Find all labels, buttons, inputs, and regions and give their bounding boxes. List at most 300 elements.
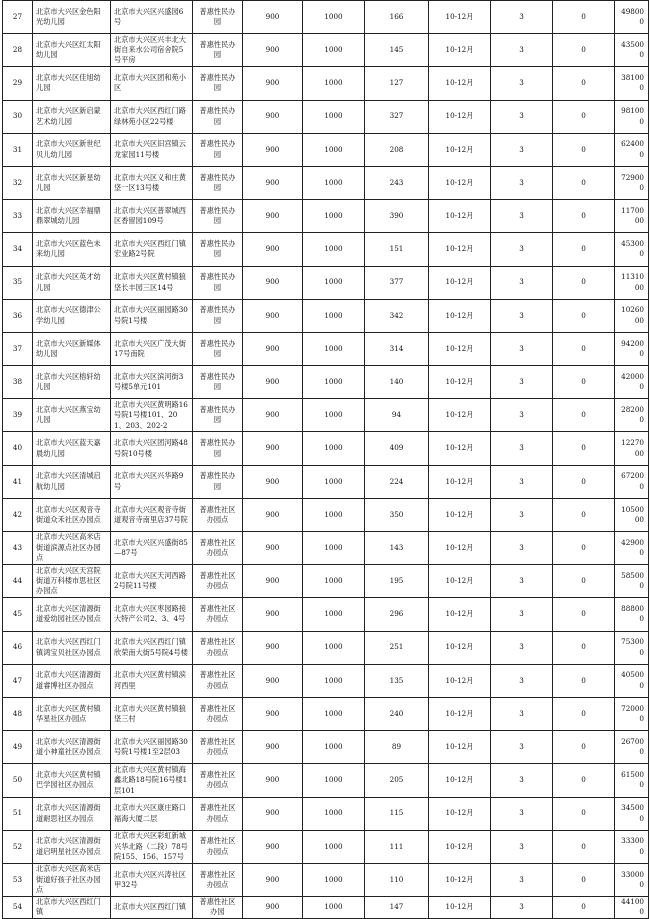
- kindergarten-name-cell: 北京市大兴区幸福鼎鼎翠城幼儿园: [33, 200, 111, 233]
- standard-b-cell: 1000: [303, 399, 365, 432]
- row-number-cell: 31: [3, 133, 33, 166]
- months-cell: 3: [491, 797, 553, 830]
- total-amount-cell: 330000: [615, 863, 649, 896]
- standard-a-cell: 900: [243, 100, 303, 133]
- kindergarten-name-cell: 北京市大兴区新媒体幼儿园: [33, 332, 111, 365]
- school-type-cell: 普惠性民办园: [193, 233, 243, 266]
- period-cell: 10-12月: [429, 565, 491, 598]
- total-amount-cell: 435000: [615, 34, 649, 67]
- period-cell: 10-12月: [429, 664, 491, 697]
- standard-b-cell: 1000: [303, 465, 365, 498]
- months-cell: 3: [491, 465, 553, 498]
- row-number-cell: 43: [3, 532, 33, 565]
- table-row: [3, 863, 649, 896]
- standard-b-cell: 1000: [303, 67, 365, 100]
- school-type-cell: 普惠性社区办园点: [193, 731, 243, 764]
- total-amount-cell: 624000: [615, 133, 649, 166]
- table-row: [3, 764, 649, 797]
- deduction-cell: 0: [553, 266, 615, 299]
- standard-b-cell: 1000: [303, 565, 365, 598]
- months-cell: 3: [491, 100, 553, 133]
- table-row: [3, 1, 649, 34]
- period-cell: 10-12月: [429, 133, 491, 166]
- standard-a-cell: 900: [243, 897, 303, 919]
- standard-b-cell: 1000: [303, 432, 365, 465]
- period-cell: 10-12月: [429, 299, 491, 332]
- standard-a-cell: 900: [243, 830, 303, 863]
- enrollment-cell: 195: [365, 565, 429, 598]
- total-amount-cell: 405000: [615, 664, 649, 697]
- standard-a-cell: 900: [243, 598, 303, 631]
- period-cell: 10-12月: [429, 797, 491, 830]
- standard-b-cell: 1000: [303, 1, 365, 34]
- enrollment-cell: 243: [365, 166, 429, 199]
- enrollment-cell: 135: [365, 664, 429, 697]
- school-type-cell: 普惠性社区办园: [193, 897, 243, 919]
- months-cell: 3: [491, 664, 553, 697]
- kindergarten-name-cell: 北京市大兴区黄村镇华星社区办园点: [33, 697, 111, 730]
- period-cell: 10-12月: [429, 1, 491, 34]
- kindergarten-name-cell: 北京市大兴区清源街道爱幼园社区办园点: [33, 598, 111, 631]
- standard-b-cell: 1000: [303, 532, 365, 565]
- row-number-cell: 44: [3, 565, 33, 598]
- standard-a-cell: 900: [243, 432, 303, 465]
- standard-a-cell: 900: [243, 664, 303, 697]
- enrollment-cell: 205: [365, 764, 429, 797]
- deduction-cell: 0: [553, 133, 615, 166]
- standard-a-cell: 900: [243, 465, 303, 498]
- standard-a-cell: 900: [243, 532, 303, 565]
- table-row: [3, 797, 649, 830]
- standard-a-cell: 900: [243, 34, 303, 67]
- address-cell: 北京市大兴区普翠城西区香留园109号: [111, 200, 193, 233]
- kindergarten-name-cell: 北京市大兴区高米店街道滨源点社区办园点: [33, 532, 111, 565]
- total-amount-cell: 615000: [615, 764, 649, 797]
- row-number-cell: 34: [3, 233, 33, 266]
- row-number-cell: 33: [3, 200, 33, 233]
- table-row: [3, 830, 649, 863]
- kindergarten-name-cell: 北京市大兴区新星幼儿园: [33, 166, 111, 199]
- table-row: [3, 399, 649, 432]
- standard-a-cell: 900: [243, 299, 303, 332]
- total-amount-cell: 1026000: [615, 299, 649, 332]
- months-cell: 3: [491, 133, 553, 166]
- school-type-cell: 普惠性社区办园点: [193, 863, 243, 896]
- total-amount-cell: 1170000: [615, 200, 649, 233]
- kindergarten-name-cell: 北京市大兴区黄村镇巴学园社区办园点: [33, 764, 111, 797]
- address-cell: 北京市大兴区天河西路2号院11号楼: [111, 565, 193, 598]
- standard-a-cell: 900: [243, 498, 303, 531]
- school-type-cell: 普惠性社区办园点: [193, 631, 243, 664]
- address-cell: 北京市大兴区兴涛社区甲32号: [111, 863, 193, 896]
- kindergarten-name-cell: 北京市大兴区红太阳幼儿园: [33, 34, 111, 67]
- row-number-cell: 29: [3, 67, 33, 100]
- table-row: [3, 697, 649, 730]
- row-number-cell: 28: [3, 34, 33, 67]
- enrollment-cell: 115: [365, 797, 429, 830]
- address-cell: 北京市大兴区西红门镇宏业路2号院: [111, 233, 193, 266]
- total-amount-cell: 420000: [615, 366, 649, 399]
- months-cell: 3: [491, 34, 553, 67]
- enrollment-cell: 166: [365, 1, 429, 34]
- months-cell: 3: [491, 166, 553, 199]
- address-cell: 北京市大兴区广茂大街17号南院: [111, 332, 193, 365]
- standard-a-cell: 900: [243, 366, 303, 399]
- period-cell: 10-12月: [429, 465, 491, 498]
- deduction-cell: 0: [553, 399, 615, 432]
- months-cell: 3: [491, 731, 553, 764]
- kindergarten-name-cell: 北京市大兴区观音寺街道众禾社区办园点: [33, 498, 111, 531]
- school-type-cell: 普惠性社区办园点: [193, 697, 243, 730]
- row-number-cell: 35: [3, 266, 33, 299]
- total-amount-cell: 1050000: [615, 498, 649, 531]
- table-row: [3, 897, 649, 919]
- standard-b-cell: 1000: [303, 34, 365, 67]
- months-cell: 3: [491, 200, 553, 233]
- row-number-cell: 49: [3, 731, 33, 764]
- school-type-cell: 普惠性民办园: [193, 200, 243, 233]
- address-cell: 北京市大兴区兴丰北大街自来水公司宿舍院5号平房: [111, 34, 193, 67]
- months-cell: 3: [491, 1, 553, 34]
- table-row: [3, 532, 649, 565]
- months-cell: 3: [491, 764, 553, 797]
- period-cell: 10-12月: [429, 598, 491, 631]
- row-number-cell: 39: [3, 399, 33, 432]
- deduction-cell: 0: [553, 830, 615, 863]
- table-row: [3, 664, 649, 697]
- standard-b-cell: 1000: [303, 133, 365, 166]
- standard-a-cell: 900: [243, 631, 303, 664]
- months-cell: 3: [491, 897, 553, 919]
- enrollment-cell: 314: [365, 332, 429, 365]
- enrollment-cell: 327: [365, 100, 429, 133]
- total-amount-cell: 753000: [615, 631, 649, 664]
- school-type-cell: 普惠性社区办园点: [193, 764, 243, 797]
- standard-b-cell: 1000: [303, 697, 365, 730]
- standard-b-cell: 1000: [303, 200, 365, 233]
- total-amount-cell: 498000: [615, 1, 649, 34]
- address-cell: 北京市大兴区兴盛园6号: [111, 1, 193, 34]
- period-cell: 10-12月: [429, 863, 491, 896]
- standard-b-cell: 1000: [303, 797, 365, 830]
- school-type-cell: 普惠性民办园: [193, 133, 243, 166]
- standard-b-cell: 1000: [303, 631, 365, 664]
- total-amount-cell: 672000: [615, 465, 649, 498]
- deduction-cell: 0: [553, 598, 615, 631]
- address-cell: 北京市大兴区枣园路接大特产公司2、3、4号: [111, 598, 193, 631]
- deduction-cell: 0: [553, 897, 615, 919]
- total-amount-cell: 453000: [615, 233, 649, 266]
- row-number-cell: 40: [3, 432, 33, 465]
- school-type-cell: 普惠性民办园: [193, 100, 243, 133]
- standard-b-cell: 1000: [303, 598, 365, 631]
- table-row: [3, 731, 649, 764]
- address-cell: 北京市大兴区义和庄黄垡一区13号楼: [111, 166, 193, 199]
- total-amount-cell: 381000: [615, 67, 649, 100]
- deduction-cell: 0: [553, 366, 615, 399]
- total-amount-cell: 888000: [615, 598, 649, 631]
- table-row: [3, 166, 649, 199]
- standard-a-cell: 900: [243, 67, 303, 100]
- kindergarten-name-cell: 北京市大兴区新世纪贝儿幼儿园: [33, 133, 111, 166]
- row-number-cell: 46: [3, 631, 33, 664]
- standard-a-cell: 900: [243, 399, 303, 432]
- months-cell: 3: [491, 532, 553, 565]
- standard-b-cell: 1000: [303, 764, 365, 797]
- address-cell: 北京市大兴区彩虹新城兴华北路（二段）78号院155、156、157号: [111, 830, 193, 863]
- months-cell: 3: [491, 266, 553, 299]
- period-cell: 10-12月: [429, 897, 491, 919]
- deduction-cell: 0: [553, 764, 615, 797]
- deduction-cell: 0: [553, 498, 615, 531]
- standard-a-cell: 900: [243, 797, 303, 830]
- table-row: [3, 299, 649, 332]
- deduction-cell: 0: [553, 1, 615, 34]
- subsidy-table: [2, 0, 649, 919]
- total-amount-cell: 1227000: [615, 432, 649, 465]
- standard-a-cell: 900: [243, 863, 303, 896]
- address-cell: 北京市大兴区黄村镇海鑫北路18号院16号楼1层101: [111, 764, 193, 797]
- enrollment-cell: 377: [365, 266, 429, 299]
- table-row: [3, 266, 649, 299]
- address-cell: 北京市大兴区观音寺街道观音寺南里店37号院: [111, 498, 193, 531]
- months-cell: 3: [491, 399, 553, 432]
- standard-b-cell: 1000: [303, 731, 365, 764]
- total-amount-cell: 1131000: [615, 266, 649, 299]
- school-type-cell: 普惠性民办园: [193, 1, 243, 34]
- enrollment-cell: 94: [365, 399, 429, 432]
- row-number-cell: 37: [3, 332, 33, 365]
- school-type-cell: 普惠性民办园: [193, 299, 243, 332]
- standard-a-cell: 900: [243, 565, 303, 598]
- address-cell: 北京市大兴区黄村镇狼垡三村: [111, 697, 193, 730]
- table-row: [3, 34, 649, 67]
- total-amount-cell: 441000: [615, 897, 649, 919]
- enrollment-cell: 350: [365, 498, 429, 531]
- standard-b-cell: 1000: [303, 863, 365, 896]
- school-type-cell: 普惠性民办园: [193, 432, 243, 465]
- enrollment-cell: 409: [365, 432, 429, 465]
- standard-a-cell: 900: [243, 233, 303, 266]
- row-number-cell: 47: [3, 664, 33, 697]
- school-type-cell: 普惠性民办园: [193, 166, 243, 199]
- months-cell: 3: [491, 598, 553, 631]
- period-cell: 10-12月: [429, 731, 491, 764]
- row-number-cell: 27: [3, 1, 33, 34]
- kindergarten-name-cell: 北京市大兴区佳旭幼儿园: [33, 67, 111, 100]
- standard-b-cell: 1000: [303, 166, 365, 199]
- period-cell: 10-12月: [429, 399, 491, 432]
- school-type-cell: 普惠性社区办园点: [193, 498, 243, 531]
- total-amount-cell: 345000: [615, 797, 649, 830]
- enrollment-cell: 89: [365, 731, 429, 764]
- standard-b-cell: 1000: [303, 233, 365, 266]
- table-row: [3, 133, 649, 166]
- address-cell: 北京市大兴区兴盛街85—87号: [111, 532, 193, 565]
- address-cell: 北京市大兴区黄明路16号院1号楼101、201、203、202-2: [111, 399, 193, 432]
- school-type-cell: 普惠性民办园: [193, 366, 243, 399]
- school-type-cell: 普惠性民办园: [193, 67, 243, 100]
- period-cell: 10-12月: [429, 166, 491, 199]
- address-cell: 北京市大兴区丽园路30号院1号楼: [111, 299, 193, 332]
- school-type-cell: 普惠性社区办园点: [193, 664, 243, 697]
- table-row: [3, 233, 649, 266]
- row-number-cell: 50: [3, 764, 33, 797]
- enrollment-cell: 240: [365, 697, 429, 730]
- kindergarten-name-cell: 北京市大兴区德津公学幼儿园: [33, 299, 111, 332]
- table-row: [3, 366, 649, 399]
- period-cell: 10-12月: [429, 830, 491, 863]
- period-cell: 10-12月: [429, 498, 491, 531]
- standard-b-cell: 1000: [303, 366, 365, 399]
- enrollment-cell: 251: [365, 631, 429, 664]
- months-cell: 3: [491, 830, 553, 863]
- months-cell: 3: [491, 233, 553, 266]
- address-cell: 北京市大兴区旧宫镇云龙家园11号楼: [111, 133, 193, 166]
- months-cell: 3: [491, 863, 553, 896]
- period-cell: 10-12月: [429, 697, 491, 730]
- standard-a-cell: 900: [243, 266, 303, 299]
- standard-b-cell: 1000: [303, 830, 365, 863]
- deduction-cell: 0: [553, 731, 615, 764]
- total-amount-cell: 333000: [615, 830, 649, 863]
- table-row: [3, 432, 649, 465]
- table-row: [3, 498, 649, 531]
- enrollment-cell: 140: [365, 366, 429, 399]
- standard-a-cell: 900: [243, 731, 303, 764]
- table-row: [3, 100, 649, 133]
- kindergarten-name-cell: 北京市大兴区天宫院街道万科楼市思社区办园点: [33, 565, 111, 598]
- standard-b-cell: 1000: [303, 299, 365, 332]
- period-cell: 10-12月: [429, 266, 491, 299]
- standard-b-cell: 1000: [303, 332, 365, 365]
- deduction-cell: 0: [553, 797, 615, 830]
- deduction-cell: 0: [553, 565, 615, 598]
- enrollment-cell: 127: [365, 67, 429, 100]
- kindergarten-name-cell: 北京市大兴区清源街道睿博社区办园点: [33, 664, 111, 697]
- enrollment-cell: 147: [365, 897, 429, 919]
- deduction-cell: 0: [553, 67, 615, 100]
- months-cell: 3: [491, 697, 553, 730]
- standard-a-cell: 900: [243, 133, 303, 166]
- months-cell: 3: [491, 299, 553, 332]
- school-type-cell: 普惠性社区办园点: [193, 830, 243, 863]
- deduction-cell: 0: [553, 863, 615, 896]
- months-cell: 3: [491, 332, 553, 365]
- row-number-cell: 41: [3, 465, 33, 498]
- address-cell: 北京市大兴区团和苑小区: [111, 67, 193, 100]
- deduction-cell: 0: [553, 432, 615, 465]
- deduction-cell: 0: [553, 34, 615, 67]
- period-cell: 10-12月: [429, 67, 491, 100]
- school-type-cell: 普惠性民办园: [193, 332, 243, 365]
- period-cell: 10-12月: [429, 532, 491, 565]
- total-amount-cell: 720000: [615, 697, 649, 730]
- total-amount-cell: 282000: [615, 399, 649, 432]
- standard-a-cell: 900: [243, 166, 303, 199]
- enrollment-cell: 342: [365, 299, 429, 332]
- address-cell: 北京市大兴区西红门镇欣荣南大街5号院4号楼: [111, 631, 193, 664]
- kindergarten-name-cell: 北京市大兴区西红门镇: [33, 897, 111, 919]
- standard-a-cell: 900: [243, 332, 303, 365]
- table-row: [3, 598, 649, 631]
- school-type-cell: 普惠性社区办园点: [193, 598, 243, 631]
- months-cell: 3: [491, 366, 553, 399]
- total-amount-cell: 585000: [615, 565, 649, 598]
- deduction-cell: 0: [553, 631, 615, 664]
- total-amount-cell: 429000: [615, 532, 649, 565]
- table-row: [3, 465, 649, 498]
- kindergarten-name-cell: 北京市大兴区高米店街道好孩子社区办园点: [33, 863, 111, 896]
- enrollment-cell: 151: [365, 233, 429, 266]
- kindergarten-name-cell: 北京市大兴区金色阳光幼儿园: [33, 1, 111, 34]
- address-cell: 北京市大兴区西红门路绿林苑小区22号楼: [111, 100, 193, 133]
- table-row: [3, 631, 649, 664]
- row-number-cell: 42: [3, 498, 33, 531]
- address-cell: 北京市大兴区兴华路9号: [111, 465, 193, 498]
- deduction-cell: 0: [553, 332, 615, 365]
- row-number-cell: 32: [3, 166, 33, 199]
- deduction-cell: 0: [553, 697, 615, 730]
- standard-a-cell: 900: [243, 697, 303, 730]
- address-cell: 北京市大兴区团河路48号院10号楼: [111, 432, 193, 465]
- standard-b-cell: 1000: [303, 498, 365, 531]
- enrollment-cell: 145: [365, 34, 429, 67]
- row-number-cell: 53: [3, 863, 33, 896]
- deduction-cell: 0: [553, 299, 615, 332]
- school-type-cell: 普惠性民办园: [193, 266, 243, 299]
- row-number-cell: 48: [3, 697, 33, 730]
- kindergarten-name-cell: 北京市大兴区燕宝幼儿园: [33, 399, 111, 432]
- kindergarten-name-cell: 北京市大兴区蓝色未来幼儿园: [33, 233, 111, 266]
- standard-b-cell: 1000: [303, 266, 365, 299]
- deduction-cell: 0: [553, 200, 615, 233]
- months-cell: 3: [491, 67, 553, 100]
- kindergarten-name-cell: 北京市大兴区英才幼儿园: [33, 266, 111, 299]
- deduction-cell: 0: [553, 166, 615, 199]
- address-cell: 北京市大兴区黄村镇滨河西里: [111, 664, 193, 697]
- period-cell: 10-12月: [429, 200, 491, 233]
- total-amount-cell: 267000: [615, 731, 649, 764]
- enrollment-cell: 224: [365, 465, 429, 498]
- total-amount-cell: 729000: [615, 166, 649, 199]
- enrollment-cell: 208: [365, 133, 429, 166]
- address-cell: 北京市大兴区西红门镇: [111, 897, 193, 919]
- period-cell: 10-12月: [429, 332, 491, 365]
- standard-b-cell: 1000: [303, 897, 365, 919]
- deduction-cell: 0: [553, 532, 615, 565]
- period-cell: 10-12月: [429, 432, 491, 465]
- deduction-cell: 0: [553, 664, 615, 697]
- enrollment-cell: 143: [365, 532, 429, 565]
- period-cell: 10-12月: [429, 100, 491, 133]
- period-cell: 10-12月: [429, 34, 491, 67]
- school-type-cell: 普惠性社区办园点: [193, 565, 243, 598]
- table-row: [3, 200, 649, 233]
- standard-a-cell: 900: [243, 1, 303, 34]
- school-type-cell: 普惠性社区办园点: [193, 532, 243, 565]
- months-cell: 3: [491, 565, 553, 598]
- total-amount-cell: 981000: [615, 100, 649, 133]
- total-amount-cell: 942000: [615, 332, 649, 365]
- kindergarten-name-cell: 北京市大兴区清源街道启明星社区办园点: [33, 830, 111, 863]
- row-number-cell: 52: [3, 830, 33, 863]
- address-cell: 北京市大兴区滨河街3号楼5单元101: [111, 366, 193, 399]
- table-row: [3, 565, 649, 598]
- row-number-cell: 36: [3, 299, 33, 332]
- deduction-cell: 0: [553, 100, 615, 133]
- deduction-cell: 0: [553, 465, 615, 498]
